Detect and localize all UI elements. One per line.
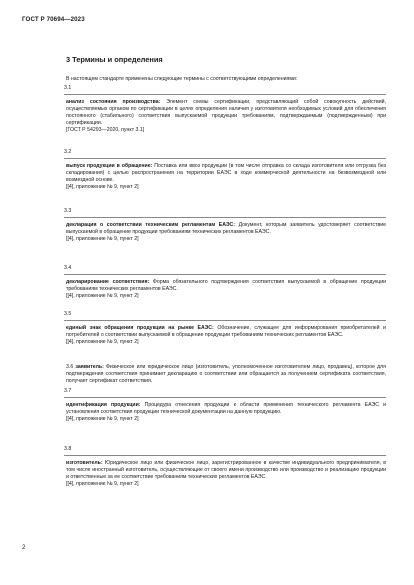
term-name: декларация о соответствии техническим регламентам ЕАЭС: [66, 221, 235, 228]
term-definition [66, 279, 386, 293]
term-source: [ГОСТ Р 54293—2020, пункт 3.1] [66, 127, 145, 134]
term-source: [[4], приложение № 9, пункт 2] [66, 292, 139, 299]
term-entry [66, 388, 386, 423]
term-text: Обозначение, служащее для информирования приобретателей и потребителей о соответствии выпускаемой в обращение продукции требованиям технических регламентов ЕАЭС. [66, 324, 386, 338]
term-text: Элемент схемы сертификации, представляющий собой совокупность действий, осуществляемых органом по сертификации в целях определения наличия у изготовителя необходимых условий для обеспечения постоянного (стабильного) соответствия выпускаемой продукции требованиям, подтверждаемым (подтвержденным) при сертификации. [66, 98, 386, 127]
term-divider [64, 455, 386, 456]
term-name: выпуск продукции в обращение: [66, 162, 153, 169]
intro-text: В настоящем стандарте применены следующие термины с соответствующими определениями: [66, 76, 298, 82]
term-number: 3.8 [64, 446, 72, 452]
page-number: 2 [22, 545, 26, 551]
term-entry [66, 149, 386, 191]
term-number: 3.7 [64, 388, 72, 394]
term-definition [66, 222, 386, 236]
term-name: единый знак обращения продукции на рынке ЕАЭС: [66, 324, 214, 331]
term-entry [66, 311, 386, 346]
term-divider [64, 397, 386, 398]
term-source: [[4], приложение № 9, пункт 2] [66, 338, 139, 345]
term-number: 3.1 [64, 85, 72, 91]
term-text: Юридическое лицо или физическое лицо, зарегистрированное в качестве индивидуального предпринимателя, в том числе иностранный изготовитель, осуществляющие от своего имени производство или производство и реализацию продукции и ответственные за ее соответствие требованиям технических регламентов ЕАЭС. [66, 459, 386, 480]
term-definition [66, 402, 386, 416]
term-entry [66, 85, 386, 135]
term-source: [[4], приложение № 9, пункт 2] [66, 415, 139, 422]
section-title: 3 Термины и определения [66, 55, 163, 64]
term-text: Форма обязательного подтверждения соответствия выпускаемой в обращение продукции требованиям технических регламентов ЕАЭС. [66, 278, 387, 292]
term-inline-note [66, 364, 386, 386]
term-name: изготовитель: [66, 459, 103, 466]
term-divider [64, 217, 386, 218]
term-entry [66, 208, 386, 243]
term-number: 3.3 [64, 208, 72, 214]
term-name: идентификация продукции: [66, 401, 141, 408]
term-text: Поставка или ввоз продукции (в том числе отправка со склада изготовителя или отгрузка без складирования) с целью распространения на территории ЕАЭС в ходе коммерческой деятельности на безвозмездной или возмездной основе. [66, 162, 386, 183]
term-number: 3.6 [66, 364, 74, 370]
term-definition [66, 99, 386, 128]
term-divider [64, 94, 386, 95]
term-definition [66, 325, 386, 339]
term-definition [66, 163, 386, 185]
term-text: Физическое или юридическое лицо (изготовитель, уполномоченное изготовителем лицо, продавец), которое для подтверждения соответствия принимает декларацию о соответствии или обращается за получением сертификата соответствия, получает сертификат соответствия. [66, 364, 386, 385]
term-number: 3.4 [64, 265, 72, 271]
term-source: [[4], приложение № 9, пункт 2] [66, 235, 139, 242]
term-name: анализ состояния производства: [66, 98, 161, 105]
term-number: 3.2 [64, 149, 72, 155]
term-divider [64, 274, 386, 275]
term-source: [[4], приложение № 9, пункт 2] [66, 481, 139, 488]
term-name: декларирование соответствия: [66, 278, 150, 285]
term-divider [64, 158, 386, 159]
term-number: 3.5 [64, 311, 72, 317]
standard-header: ГОСТ Р 70694—2023 [22, 16, 85, 23]
term-name: заявитель: [75, 364, 104, 370]
term-entry [66, 265, 386, 300]
term-text: Процедура отнесения продукции к области применения технического регламента ЕАЭС и установления соответствия продукции технической документации на данную продукцию. [66, 401, 386, 415]
term-divider [64, 320, 386, 321]
term-definition [66, 460, 386, 482]
term-entry [66, 446, 386, 488]
term-text: Документ, которым заявитель удостоверяет соответствие выпускаемой в обращение продукции требованиям технических регламентов ЕАЭС. [66, 221, 386, 235]
term-source: [[4], приложение № 9, пункт 2] [66, 184, 139, 191]
